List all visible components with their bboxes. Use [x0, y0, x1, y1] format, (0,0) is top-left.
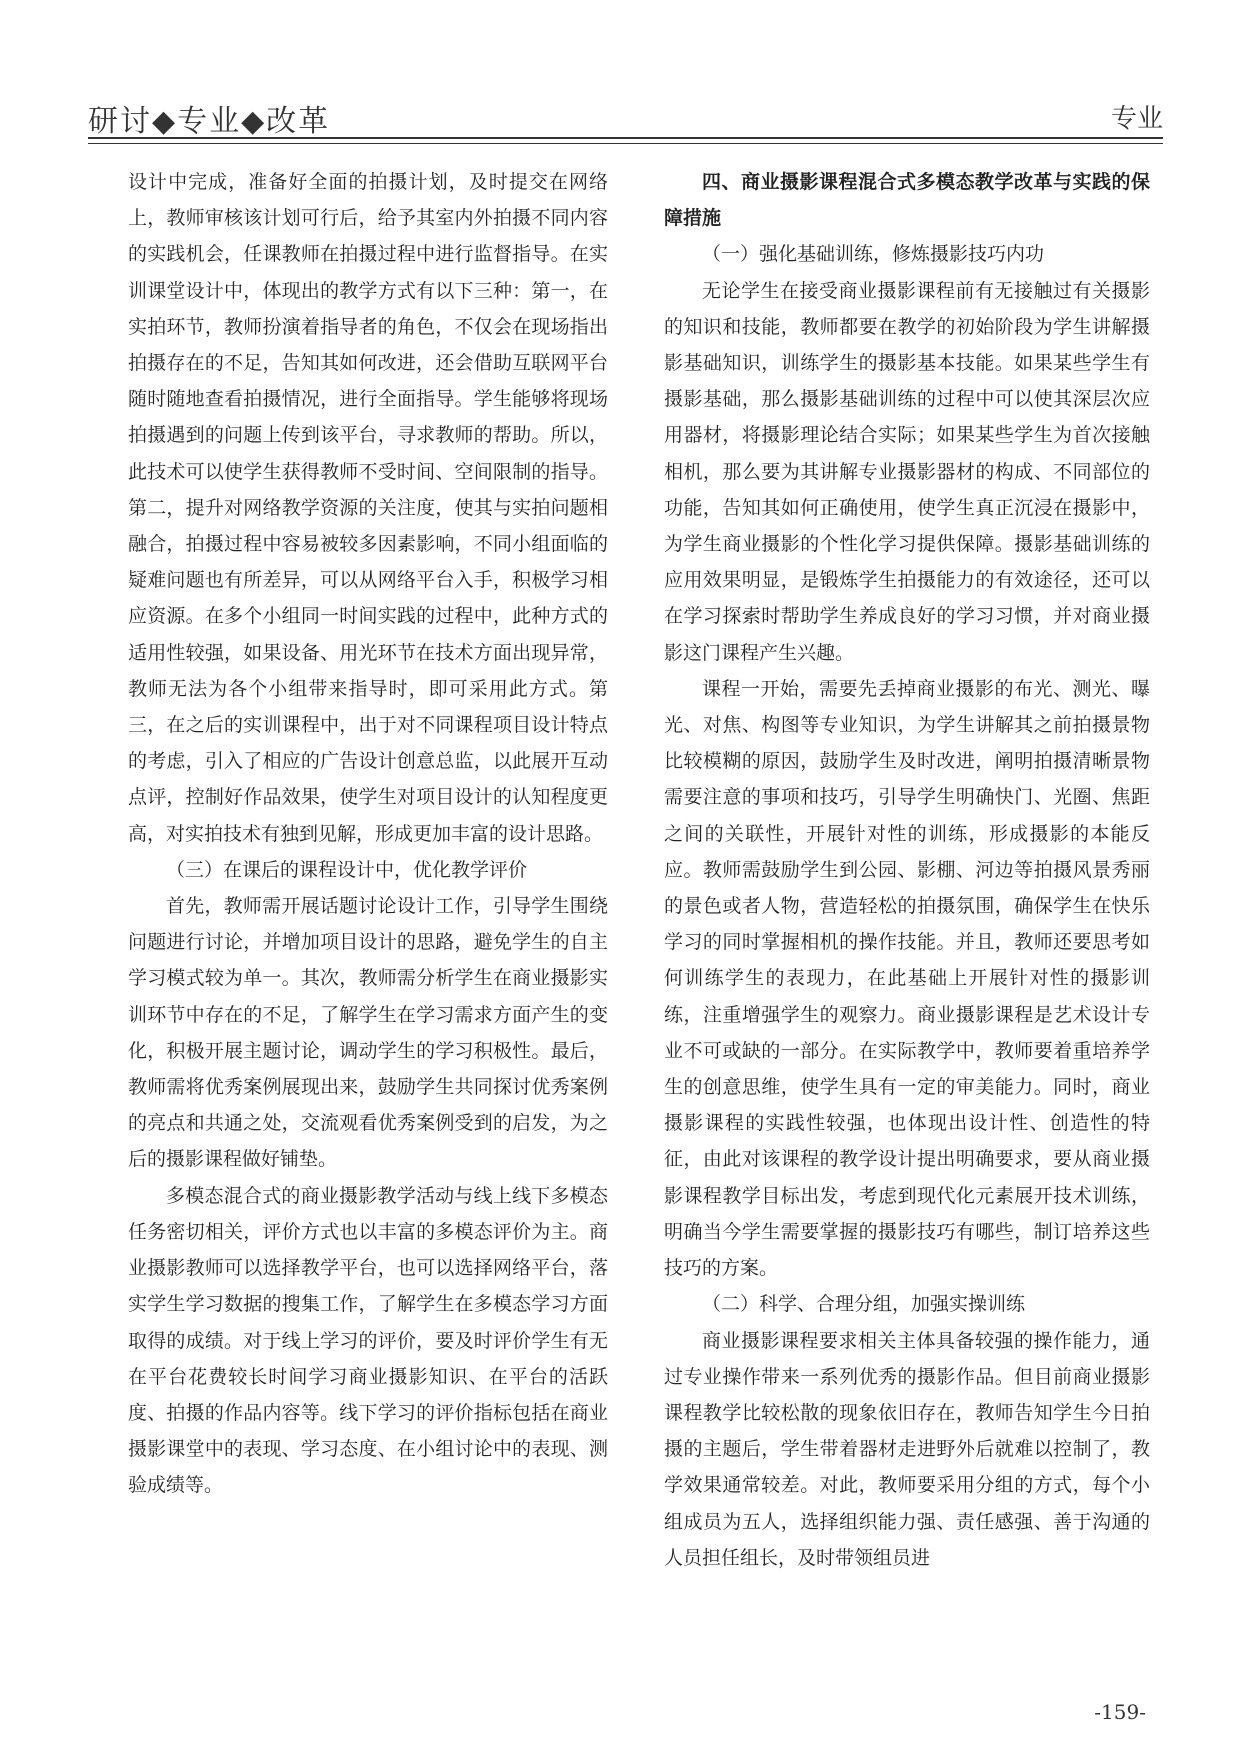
paragraph: 无论学生在接受商业摄影课程前有无接触过有关摄影的知识和技能，教师都要在教学的初始阶段为学生讲解摄影基础知识，训练学生的摄影基本技能。如果某些学生有摄影基础，那么摄影基础训练的过程中可以使其深层次应用器材，将摄影理论结合实际；如果某些学生为首次接触相机，那么要为其讲解专业摄影器材的构成、不同部位的功能，告知其如何正确使用，使学生真正沉浸在摄影中，为学生商业摄影的个性化学习提供保障。摄影基础训练的应用效果明显，是锻炼学生拍摄能力的有效途径，还可以在学习探索时帮助学生养成良好的学习习惯，并对商业摄影这门课程产生兴趣。 — [664, 279, 1150, 664]
paragraph: 商业摄影课程要求相关主体具备较强的操作能力，通过专业操作带来一系列优秀的摄影作品。但目前商业摄影课程教学比较松散的现象依旧存在，教师告知学生今日拍摄的主题后，学生带着器材走进野外后就难以控制了，教学效果通常较差。对此，教师要采用分组的方式，每个小组成员为五人，选择组织能力强、责任感强、善于沟通的人员担任组长，及时带领组员进 — [664, 1329, 1150, 1569]
paragraph: 设计中完成，准备好全面的拍摄计划，及时提交在网络上，教师审核该计划可行后，给予其室内外拍摄不同内容的实践机会，任课教师在拍摄过程中进行监督指导。在实训课堂设计中，体现出的教学方式有以下三种：第一，在实拍环节，教师扮演着指导者的角色，不仅会在现场指出拍摄存在的不足，告知其如何改进，还会借助互联网平台随时随地查看拍摄情况，进行全面指导。学生能够将现场拍摄遇到的问题上传到该平台，寻求教师的帮助。所以，此技术可以使学生获得教师不受时间、空间限制的指导。第二，提升对网络教学资源的关注度，使其与实拍问题相融合，拍摄过程中容易被较多因素影响，不同小组面临的疑难问题也有所差异，可以从网络平台入手，积极学习相应资源。在多个小组同一时间实践的过程中，此种方式的适用性较强，如果设备、用光环节在技术方面出现异常，教师无法为各个小组带来指导时，即可采用此方式。第三，在之后的实训课程中，出于对不同课程项目设计特点的考虑，引入了相应的广告设计创意总监，以此展开互动点评，控制好作品效果，使学生对项目设计的认知程度更高，对实拍技术有独到见解，形成更加丰富的设计思路。 — [128, 171, 608, 845]
subsection-heading: （三）在课后的课程设计中，优化教学评价 — [166, 858, 528, 881]
paragraph: 多模态混合式的商业摄影教学活动与线上线下多模态任务密切相关，评价方式也以丰富的多模态评价为主。商业摄影教师可以选择教学平台，也可以选择网络平台，落实学生学习数据的搜集工作，了解学生在多模态学习方面取得的成绩。对于线上学习的评价，要及时评价学生有无在平台花费较长时间学习商业摄影知识、在平台的活跃度、拍摄的作品内容等。线下学习的评价指标包括在商业摄影课堂中的表现、学习态度、在小组讨论中的表现、测验成绩等。 — [128, 1184, 608, 1497]
right-column — [664, 164, 1150, 1576]
subsection-heading: （一）强化基础训练，修炼摄影技巧内功 — [702, 243, 1045, 266]
header-rule-thick — [88, 137, 1163, 139]
header-category: 专业 — [1110, 104, 1163, 134]
header-rule-thin — [88, 143, 1163, 144]
header-section-title: 研讨◆专业◆改革 — [88, 104, 331, 139]
running-header — [88, 92, 1163, 142]
section-heading: 四、商业摄影课程混合式多模态教学改革与实践的保障措施 — [664, 171, 1150, 230]
left-column — [128, 164, 608, 1504]
paragraph: 课程一开始，需要先丢掉商业摄影的布光、测光、曝光、对焦、构图等专业知识，为学生讲解其之前拍摄景物比较模糊的原因，鼓励学生及时改进，阐明拍摄清晰景物需要注意的事项和技巧，引导学生明确快门、光圈、焦距之间的关联性，开展针对性的训练，形成摄影的本能反应。教师需鼓励学生到公园、影棚、河边等拍摄风景秀丽的景色或者人物，营造轻松的拍摄氛围，确保学生在快乐学习的同时掌握相机的操作技能。并且，教师还要思考如何训练学生的表现力，在此基础上开展针对性的摄影训练，注重增强学生的观察力。商业摄影课程是艺术设计专业不可或缺的一部分。在实际教学中，教师要着重培养学生的创意思维，使学生具有一定的审美能力。同时，商业摄影课程的实践性较强，也体现出设计性、创造性的特征，由此对该课程的教学设计提出明确要求，要从商业摄影课程教学目标出发，考虑到现代化元素展开技术训练，明确当今学生需要掌握的摄影技巧有哪些，制订培养这些技巧的方案。 — [664, 677, 1150, 1280]
paragraph: 首先，教师需开展话题讨论设计工作，引导学生围绕问题进行讨论，并增加项目设计的思路，避免学生的自主学习模式较为单一。其次，教师需分析学生在商业摄影实训环节中存在的不足，了解学生在学习需求方面产生的变化，积极开展主题讨论，调动学生的学习积极性。最后，教师需将优秀案例展现出来，鼓励学生共同探讨优秀案例的亮点和共通之处，交流观看优秀案例受到的启发，为之后的摄影课程做好铺垫。 — [128, 895, 608, 1171]
subsection-heading: （二）科学、合理分组，加强实操训练 — [702, 1293, 1026, 1316]
page-number: -159- — [1094, 1700, 1146, 1724]
